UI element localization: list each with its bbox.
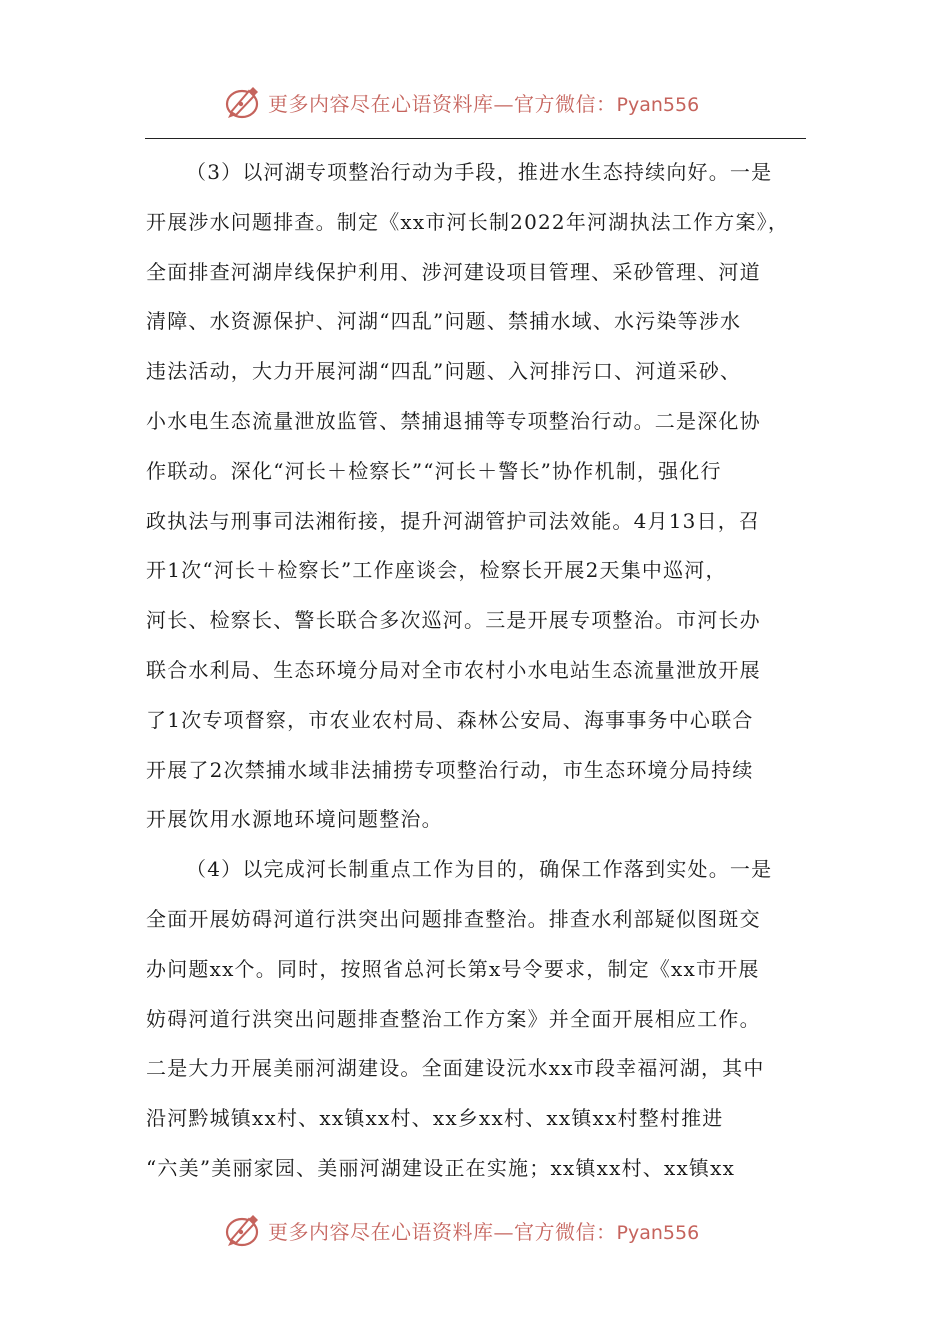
text-line: 二是大力开展美丽河湖建设。全面建设沅水xx市段幸福河湖，其中: [146, 1056, 765, 1081]
text-line: 开展饮用水源地环境问题整治。: [146, 807, 443, 832]
text-line: “六美”美丽家园、美丽河湖建设正在实施；xx镇xx村、xx镇xx: [146, 1155, 736, 1180]
text-line: 作联动。深化“河长＋检察长”“河长＋警长”协作机制，强化行: [146, 458, 722, 483]
header-divider: [145, 138, 806, 139]
banner-text: [268, 88, 699, 117]
text-line: 办问题xx个。同时，按照省总河长第x号令要求，制定《xx市开展: [146, 956, 760, 981]
text-line: 全面排查河湖岸线保护利用、涉河建设项目管理、采砂管理、河道: [146, 259, 761, 284]
text-line: （4）以完成河长制重点工作为目的，确保工作落到实处。一是: [186, 857, 773, 882]
pen-nib-logo-icon: [222, 1210, 262, 1250]
text-line: （3）以河湖专项整治行动为手段，推进水生态持续向好。一是: [186, 160, 773, 184]
text-line: 政执法与刑事司法湘衔接，提升河湖管护司法效能。4月13日，召: [146, 508, 761, 533]
banner-title: 更多内容尽在心语资料库—官方微信：: [268, 1219, 617, 1244]
header-banner: [222, 80, 742, 124]
pen-nib-logo-icon: [222, 82, 262, 122]
text-line: 开展了2次禁捕水域非法捕捞专项整治行动，市生态环境分局持续: [146, 757, 754, 782]
text-line: 违法活动，大力开展河湖“四乱”问题、入河排污口、河道采砂、: [146, 359, 742, 384]
document-body: [146, 148, 806, 1194]
banner-title: 更多内容尽在心语资料库—官方微信：: [268, 91, 617, 116]
text-line: 沿河黔城镇xx村、xx镇xx村、xx乡xx村、xx镇xx村整村推进: [146, 1106, 724, 1131]
text-line: 妨碍河道行洪突出问题排查整治工作方案》并全面开展相应工作。: [146, 1006, 761, 1031]
banner-text: [268, 1216, 699, 1245]
text-line: 开1次“河长＋检察长”工作座谈会，检察长开展2天集中巡河，: [146, 558, 727, 583]
text-line: 全面开展妨碍河道行洪突出问题排查整治。排查水利部疑似图斑交: [146, 906, 761, 931]
wechat-id: Pyan556: [616, 93, 700, 116]
text-line: 清障、水资源保护、河湖“四乱”问题、禁捕水域、水污染等涉水: [146, 309, 742, 334]
text-line: 了1次专项督察，市农业农村局、森林公安局、海事事务中心联合: [146, 707, 754, 732]
text-line: 河长、检察长、警长联合多次巡河。三是开展专项整治。市河长办: [146, 608, 761, 633]
text-line: 联合水利局、生态环境分局对全市农村小水电站生态流量泄放开展: [146, 657, 761, 682]
footer-banner: [222, 1208, 742, 1252]
text-line: 小水电生态流量泄放监管、禁捕退捕等专项整治行动。二是深化协: [146, 408, 761, 433]
text-line: 开展涉水问题排查。制定《xx市河长制2022年河湖执法工作方案》，: [146, 209, 790, 234]
wechat-id: Pyan556: [616, 1221, 700, 1244]
